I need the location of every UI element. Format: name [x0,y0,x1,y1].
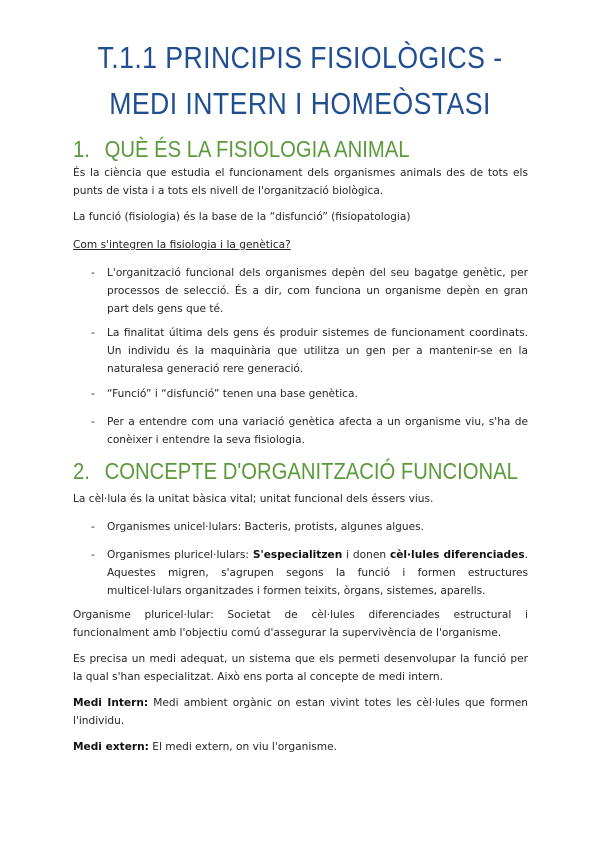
function-paragraph: La funció (fisiologia) és la base de la “disfunció” (fisiopatologia) [73,211,411,223]
external-medium-text: El medi extern, on viu l'organisme. [148,741,338,753]
list-item: Per a entendre com una variació genètica afecta a un organisme viu, s'ha de conèixer i entendre la seva fisiologia. [107,416,528,446]
internal-medium-text: Medi ambient orgànic on estan vivint totes les cèl·lules que formen l'individu. [73,697,528,727]
section-1-title: QUÈ ÉS LA FISIOLOGIA ANIMAL [104,136,410,162]
bullet-text: i donen [342,549,390,561]
bold-term: S'especialitzen [252,549,343,561]
bold-term: cèl·lules diferenciades [389,549,525,561]
list-item: Organismes unicel·lulars: Bacteris, protists, algunes algues. [107,521,424,533]
section-2-title: CONCEPTE D'ORGANITZACIÓ FUNCIONAL [104,458,518,484]
bullet-text: Organismes pluricel·lulars: [107,549,253,561]
external-medium-label: Medi extern: [73,741,149,753]
bullet-dash: - [91,521,95,533]
section-2-heading [73,458,518,485]
pluricellular-paragraph: Organisme pluricel·lular: Societat de cèl·lules diferenciades estructural i funcionalment amb l'objectiu comú d'assegurar la supervivència de l'organisme. [73,609,528,639]
document-title-line-2: MEDI INTERN I HOMEÒSTASI [109,86,491,121]
external-medium-paragraph [73,738,528,756]
list-item: “Funció” i “disfunció” tenen una base genètica. [107,388,358,400]
medium-paragraph: Es precisa un medi adequat, un sistema que els permeti desenvolupar la funció per la qual s'han especialitzat. Això ens porta al concepte de medi intern. [73,653,528,683]
bullet-dash: - [91,416,95,428]
section-2-number: 2. [73,458,90,484]
bullet-dash: - [91,327,95,339]
internal-medium-label: Medi Intern: [73,697,149,709]
document-title-line-1: T.1.1 PRINCIPIS FISIOLÒGICS - [97,40,503,75]
list-item: L'organització funcional dels organismes depèn del seu bagatge genètic, per processos de selecció. És a dir, com funciona un organisme depèn en gran part dels gens que té. [107,267,528,315]
bullet-dash: - [91,549,95,561]
section-1-number: 1. [73,136,90,162]
bullet-dash: - [91,388,95,400]
section-1-heading [73,136,410,163]
internal-medium-paragraph [73,694,528,730]
cell-paragraph: La cèl·lula és la unitat bàsica vital; unitat funcional dels éssers vius. [73,493,434,505]
bullet-dash: - [91,267,95,279]
list-item: La finalitat última dels gens és produir sistemes de funcionament coordinats. Un individu és la maquinària que utilitza un gen per a mantenir-se en la naturalesa generació rere generació. [107,327,528,375]
question-heading: Com s'integren la fisiologia i la genètica? [73,239,291,251]
list-item [107,546,528,600]
definition-paragraph: És la ciència que estudia el funcionament dels organismes animals des de tots els punts de vista i a tots els nivell de l'organització biològica. [73,167,528,197]
bullet-text: . Aquestes migren, s'agrupen segons la funció i formen estructures multicel·lulars organitzades i formen teixits, òrgans, sistemes, aparells. [107,549,528,597]
